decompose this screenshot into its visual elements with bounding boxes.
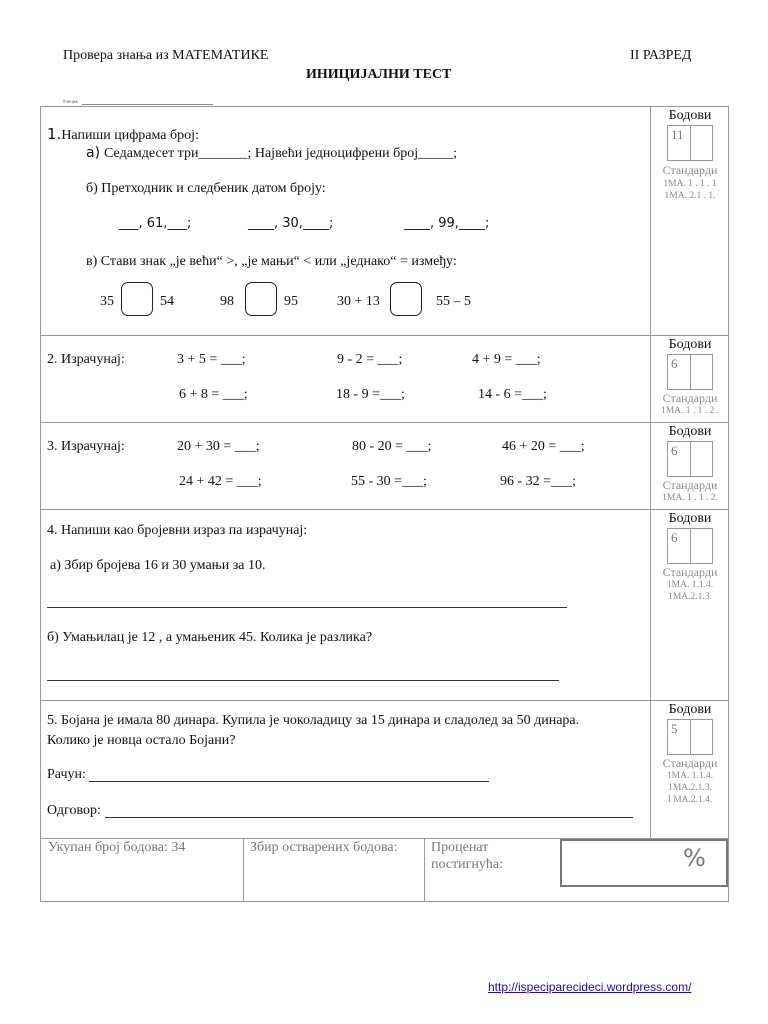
compare-left: 30 + 13 [337, 294, 380, 309]
math-expression[interactable]: 3 + 5 = ___; [177, 352, 246, 367]
compare-box[interactable] [245, 282, 277, 316]
answer-line[interactable] [47, 607, 567, 608]
score-label: Бодови [668, 108, 712, 123]
standards-label: Стандарди [662, 391, 718, 405]
row-divider [40, 509, 729, 510]
math-expression[interactable]: 80 - 20 = ___; [352, 439, 432, 454]
row-divider [40, 422, 729, 423]
task4-title: 4. Напиши као бројевни израз па израчунај: [47, 523, 308, 538]
percent-label: Проценат [431, 840, 489, 855]
standard-code: 1МА. 2.1 . 1. [664, 191, 716, 201]
math-expression[interactable]: 20 + 30 = ___; [177, 439, 260, 454]
task2-title: 2. Израчунај: [47, 352, 125, 367]
grade-label: II РАЗРЕД [630, 48, 692, 63]
compare-right: 95 [284, 294, 298, 309]
compare-box[interactable] [390, 282, 422, 316]
task5-text: 5. Бојана је имала 80 динара. Купила је чоколадицу за 15 динара и сладолед за 50 динара. [47, 713, 580, 728]
score-box[interactable] [667, 528, 713, 564]
math-expression[interactable]: 24 + 42 = ___; [179, 474, 262, 489]
standard-code: 1МА. 1.1.4. [666, 771, 714, 781]
compare-left: 35 [100, 294, 114, 309]
standard-code: 1МА.2.1.3. [668, 592, 712, 602]
compare-box[interactable] [121, 282, 153, 316]
task1-c: в) Стави знак „је већи“ >, „је мањи“ < или „једнако“ = између: [86, 254, 457, 269]
math-expression[interactable]: 14 - 6 =___; [478, 387, 547, 402]
percent-label-2: постигнућа: [431, 857, 504, 872]
score-box[interactable] [667, 125, 713, 161]
score-column-divider [650, 106, 651, 839]
score-box[interactable] [667, 354, 713, 390]
math-expression[interactable]: 18 - 9 =___; [336, 387, 405, 402]
math-expression[interactable]: 6 + 8 = ___; [179, 387, 248, 402]
standard-code: 1МА. 1 . 1 . 2 . [660, 406, 720, 416]
odgovor-line[interactable] [105, 817, 633, 818]
task3-title: 3. Израчунај: [47, 439, 125, 454]
task1-b-item[interactable]: ___, 61,___; [119, 216, 192, 231]
standard-code: 1МА. 1 . 1 . 2. [662, 493, 718, 503]
score-label: Бодови [668, 424, 712, 439]
footer-divider [424, 838, 425, 902]
standards-label: Стандарди [662, 478, 718, 492]
page-title: ИНИЦИЈАЛНИ ТЕСТ [306, 67, 452, 82]
student-label: Ученик [63, 99, 78, 104]
math-expression[interactable]: 9 - 2 = ___; [337, 352, 403, 367]
compare-left: 98 [220, 294, 234, 309]
student-name-line[interactable] [82, 104, 213, 105]
task1-b-item[interactable]: ____, 30,____; [248, 216, 334, 231]
standards-label: Стандарди [662, 565, 718, 579]
task1-b: б) Претходник и следбеник датом броју: [86, 181, 326, 196]
row-divider [40, 335, 729, 336]
percent-symbol: % [683, 844, 706, 872]
website-link-wrap [488, 978, 691, 996]
standard-code: 1МА. 1 . 1 . 1 [663, 179, 717, 189]
footer-divider [243, 838, 244, 902]
task1-a: а) Седамдесет три_______; Највећи једноцифрени број_____; [86, 145, 457, 161]
row-divider [40, 700, 729, 701]
score-value: 6 [671, 356, 678, 371]
task1-b-item[interactable]: ____, 99,____; [404, 216, 490, 231]
compare-right: 55 – 5 [436, 294, 471, 309]
compare-right: 54 [160, 294, 174, 309]
score-value: 5 [671, 721, 678, 736]
score-box[interactable] [667, 719, 713, 755]
score-label: Бодови [668, 337, 712, 352]
score-value: 6 [671, 443, 678, 458]
racun-label: Рачун: [47, 767, 86, 782]
odgovor-label: Одговор: [47, 803, 101, 818]
standard-code: 1МА.2.1.3. [668, 783, 712, 793]
website-link[interactable]: http://ispeciparecideci.wordpress.com/ [488, 980, 692, 994]
task4-a: а) Збир бројева 16 и 30 умањи за 10. [50, 558, 266, 573]
math-expression[interactable]: 96 - 32 =___; [500, 474, 576, 489]
racun-line[interactable] [89, 781, 489, 782]
standards-label: Стандарди [662, 163, 718, 177]
task1-heading: 1.Напиши цифрама број: [47, 125, 199, 143]
math-expression[interactable]: 4 + 9 = ___; [472, 352, 541, 367]
standard-code: I МА.2.1.4. [667, 795, 713, 805]
score-label: Бодови [668, 511, 712, 526]
subject-heading: Провера знања из МАТЕМАТИКЕ [63, 48, 269, 63]
task4-b: б) Умањилац је 12 , а умањеник 45. Колика је разлика? [47, 630, 373, 645]
score-value: 11 [671, 127, 684, 142]
score-value: 6 [671, 530, 678, 545]
answer-line[interactable] [47, 680, 559, 681]
math-expression[interactable]: 46 + 20 = ___; [502, 439, 585, 454]
task5-question: Колико је новца остало Бојани? [47, 733, 236, 748]
achieved-points-label: Збир остварених бодова: [250, 840, 398, 855]
total-points: Укупан број бодова: 34 [48, 840, 186, 855]
score-label: Бодови [668, 702, 712, 717]
math-expression[interactable]: 55 - 30 =___; [351, 474, 427, 489]
score-box[interactable] [667, 441, 713, 477]
standards-label: Стандарди [662, 756, 718, 770]
standard-code: 1МА. 1.1.4. [666, 580, 714, 590]
percent-box[interactable] [560, 839, 728, 887]
